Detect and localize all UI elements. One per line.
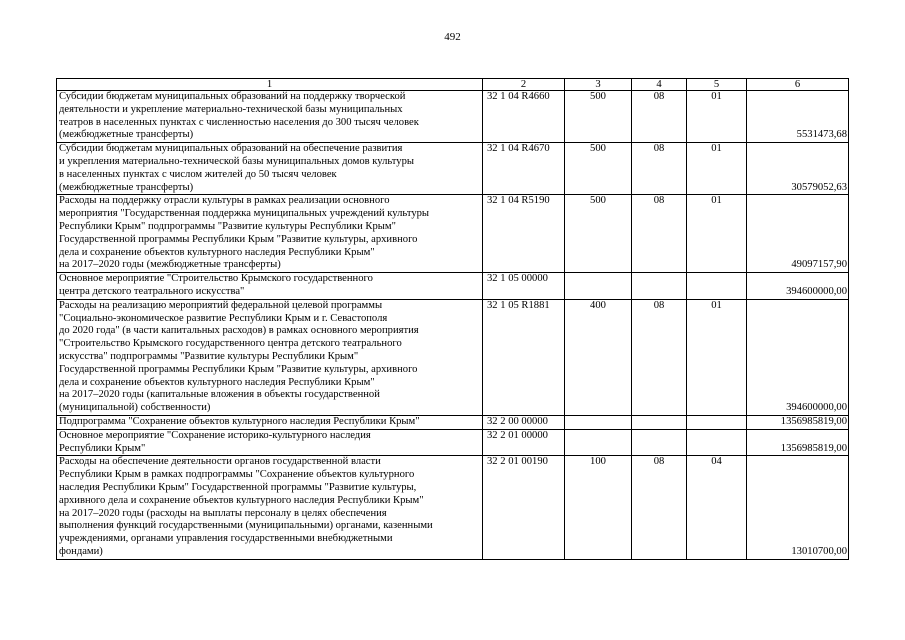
header-cell: 3 xyxy=(565,79,632,91)
header-cell: 4 xyxy=(632,79,687,91)
table-row xyxy=(57,273,849,300)
row-rz-cell: 08 xyxy=(632,91,687,143)
row-pr-cell xyxy=(687,273,747,300)
row-sum-cell: 1356985819,00 xyxy=(747,415,849,429)
header-cell: 6 xyxy=(747,79,849,91)
row-vr-cell: 500 xyxy=(565,195,632,273)
row-pr-cell xyxy=(687,429,747,456)
row-name-cell: Субсидии бюджетам муниципальных образований на поддержку творческой деятельности и укрепление материально-технической базы муниципальных театров в населенных пунктах с численностью населения до 300 тысяч человек (межбюджетные трансферты) xyxy=(57,91,483,143)
row-name-cell: Расходы на обеспечение деятельности органов государственной власти Республики Крым в рамках подпрограммы "Сохранение объектов культурного наследия Республики Крым" Государственной программы "Развитие культуры, архивного дела и сохранение объектов культурного наследия Республики Крым" на 2017–2020 годы (расходы на выплаты персоналу в целях обеспечения выполнения функций государственными (муниципальными) органами, казенными учреждениями, органами управления государственными внебюджетными фондами) xyxy=(57,456,483,559)
row-rz-cell: 08 xyxy=(632,195,687,273)
row-code-cell: 32 1 05 R1881 xyxy=(483,299,565,415)
row-sum-cell: 30579052,63 xyxy=(747,143,849,195)
row-sum-cell: 5531473,68 xyxy=(747,91,849,143)
row-code-cell: 32 1 05 00000 xyxy=(483,273,565,300)
row-rz-cell xyxy=(632,429,687,456)
table-row xyxy=(57,429,849,456)
row-name-cell: Расходы на реализацию мероприятий федеральной целевой программы "Социально-экономическое развитие Республики Крым и г. Севастополя до 2020 года" (в части капитальных расходов) в рамках основного мероприятия "Строительство Крымского государственного центра детского театрального искусства" подпрограммы "Развитие культуры Республики Крым" Государственной программы Республики Крым "Развитие культуры, архивного дела и сохранение объектов культурного наследия Республики Крым" на 2017–2020 годы (капитальные вложения в объекты государственной (муниципальной) собственности) xyxy=(57,299,483,415)
row-sum-cell: 394600000,00 xyxy=(747,273,849,300)
row-pr-cell: 01 xyxy=(687,195,747,273)
table-row xyxy=(57,299,849,415)
row-vr-cell xyxy=(565,415,632,429)
row-rz-cell xyxy=(632,415,687,429)
header-cell: 2 xyxy=(483,79,565,91)
table-row xyxy=(57,456,849,559)
row-name-cell: Субсидии бюджетам муниципальных образований на обеспечение развития и укрепления материально-технической базы муниципальных домов культуры в населенных пунктах с числом жителей до 50 тысяч человек (межбюджетные трансферты) xyxy=(57,143,483,195)
row-pr-cell: 01 xyxy=(687,91,747,143)
row-sum-cell: 1356985819,00 xyxy=(747,429,849,456)
row-sum-cell: 394600000,00 xyxy=(747,299,849,415)
header-cell: 5 xyxy=(687,79,747,91)
budget-table xyxy=(56,78,849,560)
row-name-cell: Основное мероприятие "Сохранение историко-культурного наследия Республики Крым" xyxy=(57,429,483,456)
row-rz-cell: 08 xyxy=(632,299,687,415)
table-row xyxy=(57,91,849,143)
row-pr-cell: 01 xyxy=(687,299,747,415)
row-rz-cell: 08 xyxy=(632,143,687,195)
row-code-cell: 32 2 01 00190 xyxy=(483,456,565,559)
row-code-cell: 32 2 00 00000 xyxy=(483,415,565,429)
row-vr-cell xyxy=(565,429,632,456)
table-row xyxy=(57,415,849,429)
row-rz-cell: 08 xyxy=(632,456,687,559)
row-vr-cell: 500 xyxy=(565,143,632,195)
row-name-cell: Основное мероприятие "Строительство Крымского государственного центра детского театрального искусства" xyxy=(57,273,483,300)
row-vr-cell: 500 xyxy=(565,91,632,143)
row-code-cell: 32 2 01 00000 xyxy=(483,429,565,456)
table-row xyxy=(57,195,849,273)
row-vr-cell: 400 xyxy=(565,299,632,415)
header-cell: 1 xyxy=(57,79,483,91)
row-code-cell: 32 1 04 R5190 xyxy=(483,195,565,273)
row-pr-cell: 01 xyxy=(687,143,747,195)
row-sum-cell: 49097157,90 xyxy=(747,195,849,273)
table-row xyxy=(57,143,849,195)
row-name-cell: Подпрограмма "Сохранение объектов культурного наследия Республики Крым" xyxy=(57,415,483,429)
row-sum-cell: 13010700,00 xyxy=(747,456,849,559)
row-vr-cell: 100 xyxy=(565,456,632,559)
header-row xyxy=(57,79,849,91)
row-rz-cell xyxy=(632,273,687,300)
row-pr-cell xyxy=(687,415,747,429)
row-pr-cell: 04 xyxy=(687,456,747,559)
page-number: 492 xyxy=(444,31,461,43)
row-code-cell: 32 1 04 R4660 xyxy=(483,91,565,143)
row-code-cell: 32 1 04 R4670 xyxy=(483,143,565,195)
row-vr-cell xyxy=(565,273,632,300)
row-name-cell: Расходы на поддержку отрасли культуры в рамках реализации основного мероприятия "Государственная поддержка муниципальных учреждений культуры Республики Крым" подпрограммы "Развитие культуры Республики Крым" Государственной программы Республики Крым "Развитие культуры, архивного дела и сохранение объектов культурного наследия Республики Крым" на 2017–2020 годы (межбюджетные трансферты) xyxy=(57,195,483,273)
